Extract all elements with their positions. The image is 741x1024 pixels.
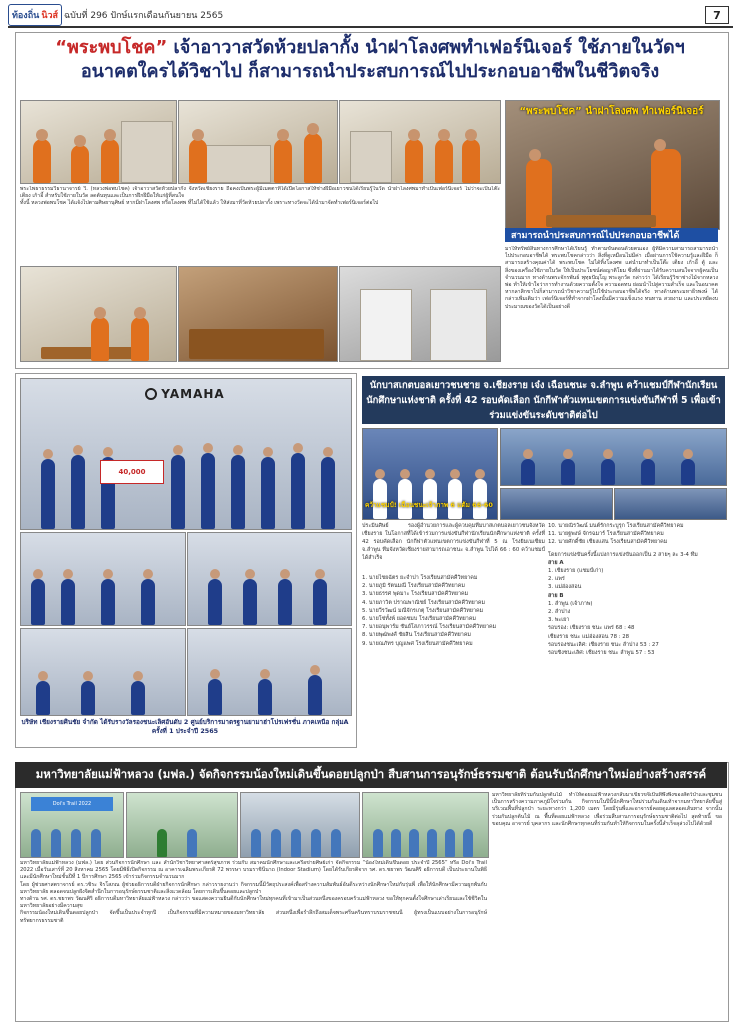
story1-caption-top: พระโพธาธรรมวิธานาจารย์ วิ. (หลวงพ่อพบโชค) เจ้าอาวาสวัดห้วยปลากั้ง จังหวัดเชียงราย ถือคงเป็นพระผู้มีเมตตาที่ได้เปิดโอกาสให้ช่างฝีมือเยาวชนได้เรียนรู้ในวัด นำฝาโลงศพมาทำเป็นเฟอร์นิเจอร์ ไม่ว่าจะเป็นโต๊ะ เตียง เก้าอี้ สำหรับใช้ภายในวัด ลดต้นทุนและเป็นการฝึกฝีมือให้แก่ผู้ที่สนใจ ทั้งนี้ หลวงพ่อพบโชค ได้แจ้งไปตามศิษยานุศิษย์ หากมีฝาโลงศพ หรือโลงศพ ที่ไม่ได้ใช้แล้ว ให้ส่งมาที่วัดห้วยปลากั้ง เพราะทางวัดจะได้นำมาจัดทำเฟอร์นิเจอร์ต่อไป [20, 186, 500, 207]
story1-headline: “พระพบโชค” เจ้าอาวาสวัดห้วยปลากั้ง นำฝาโลงศพทำเฟอร์นิเจอร์ ใช้ภายในวัดฯ อนาคตใครได้วิชาไป ก็สามารถนำประสบการณ์ไปประกอบอาชีพในชีวิตจริง [55, 37, 685, 82]
player-list-a: 1. นายไชยฉัตร ยะจำปา โรงเรียนสามัคคีวิทยาคม 2. นายภูมิ รัตนมณี โรงเรียนสามัคคีวิทยาคม 3. นายธรรศ พุดมาะ โรงเรียนสามัคคีวิทยาคม 4. นายภาวิต ปราณพาณิชย์ โรงเรียนสามัคคีวิทยาคม 5. นายวีรวัฒน์ มณีจักรเกตุ โรงเรียนสามัคคีวิทยาคม 6. นายโซ่ทั้งพ์ ยอดชมบ โรงเรียนสามัคคีวิทยาคม 7. นายอนุพาร์ม ชันย์โสภาวรรณ์ โรงเรียนสามัคคีวิทยาคม 8. นายพุฒิพงศ์ ชัยสิน โรงเรียนสามัคคีวิทยาคม 9. นายณภัทร บุญแพศ โรงเรียนสามัคคีวิทยาคม [362, 575, 497, 647]
monk-photo-2 [178, 100, 338, 184]
player-list-b: 10. นายณิรวัฒน์ มนต์รักกระบูรุก โรงเรียนสามัคคีวิทยาคม 11. นายฐพงษ์ จักรฉมาร์ โรงเรียนสามัคคีวิทยาคม 12. นายศักดิ์ชัย เชียงแสน โรงเรียนสามัคคีวิทยาคม โดยการแข่งขันครั้งนี้แบ่งการแข่งขันออกเป็น 2 สายๆ ละ 3-4 ทีม สาย A 1. เชียงราย (แชมป์เก่า) 2. แพร่ 3. แม่ฮ่องสอน สาย B 1. ลำพูน (เจ้าภาพ) 2. ลำปาง 3. พะเยา รอบรอง: เชียงราย ชนะ แพร่ 68 : 48 เชียงราย ชนะ แม่ฮ่องสอน 78 : 28 รอบรองชนะเลิศ: เชียงราย ชนะ ลำปาง 53 : 27 รอบชิงชนะเลิศ: เชียงราย ชนะ ลำพูน 57 : 53 [548, 523, 698, 657]
yamaha-photo-4 [20, 628, 186, 716]
story4-right-column: มหาวิทยาลัยที่ร่วมกันปลูกต้นไม้ ทำให้ดอยแม่ฟ้าหลวงกลับมาเขียวขจีเป็นที่พึ่งพิงของสัตว์ป่าและชุมชน เป็นการสร้างความภาคภูมิใจร่วมกัน กิจกรรมในปีนี้นักศึกษาใหม่ร่วมกันเดินเท้าจากมหาวิทยาลัยขึ้นสู่บริเวณพื้นที่ปลูกป่า ระยะทางกว่า 1,200 เมตร โดยมีรุ่นพี่และอาจารย์คอยดูแลตลอดเส้นทาง จากนั้นร่วมกันปลูกต้นไม้ ณ พื้นที่ดอยแม่ฟ้าหลวง เพื่อร่วมสืบสานการอนุรักษ์ธรรมชาติต่อไป สุดท้ายนี้ ขอขอบคุณ อาจารย์ บุคลากร และนักศึกษาทุกคนที่ร่วมกันทำให้กิจกรรมในครั้งนี้สำเร็จลุล่วงไปได้ด้วยดี [492, 792, 722, 827]
mfu-photo-1 [20, 792, 124, 858]
story3-intro: ประมิ่นศิษย์ รองผู้อำนวยการและผู้ควบคุมทีมบาสเกตบอลเยาวชนจังหวัดเชียงราย ในโอกาสที่ได้เข้าร่วมการแข่งขันกีฬานักเรียนนักศึกษาแห่งชาติ ครั้งที่ 42 รอบคัดเลือก นักกีฬาตัวแทนเขตการแข่งขันกีฬาที่ 5 ณ โรงยิมเนเซียม จ.ลำพูน ทีมจังหวัดเชียงรายสามารถเอาชนะ จ.ลำพูน ไปได้ 66 : 60 คว้าแชมป์ได้สำเร็จ [362, 523, 545, 561]
yamaha-photo-3 [187, 532, 352, 626]
monk-photo-5 [178, 266, 338, 362]
monk-photo-3 [339, 100, 501, 184]
photo-caption-bar: สามารถนำประสบการณ์ไปประกอบอาชีพได้ [505, 228, 718, 242]
monk-photo-6 [339, 266, 501, 362]
story4-body: มหาวิทยาลัยแม่ฟ้าหลวง (มฟล.) โดย ส่วนกิจการนักศึกษา และ สำนักวิชาวิทยาศาสตร์สุขภาพ ร่วมกับ สมาคมนักศึกษาและเครือข่ายศิษย์เก่า จัดกิจกรรม “น้องใหม่เดินขึ้นดอย ประจำปี 2565” หรือ Doi's Trail 2022 เมื่อวันเสาร์ที่ 20 สิงหาคม 2565 โดยมีพิธีเปิดกิจกรรม ณ อาคารเฉลิมพระเกียรติ 72 พรรษา บรมราชินีนาถ (Indoor Stadium) โดยได้รับเกียรติจาก รศ. ดร.ชยาพร วัฒนศิริ อธิการบดี เป็นประธานในพิธี และมีนักศึกษาใหม่ชั้นปีที่ 1 ปีการศึกษา 2565 เข้าร่วมกิจกรรมจำนวนมาก โดย ผู้ช่วยศาสตราจารย์ ดร.วชิระ จิรโสภณ ผู้ช่วยอธิการบดีฝ่ายกิจการนักศึกษา กล่าวรายงานว่า กิจกรรมนี้มีวัตถุประสงค์เพื่อสร้างความสัมพันธ์อันดีระหว่างนักศึกษาใหม่กับรุ่นพี่ เพื่อให้นักศึกษามีความผูกพันกับมหาวิทยาลัย ตลอดจนปลูกฝังจิตสำนึกในการอนุรักษ์ธรรมชาติและสิ่งแวดล้อม โดยการเดินขึ้นดอยและปลูกป่า ทางด้าน รศ. ดร.ชยาพร วัฒนศิริ อธิการบดีมหาวิทยาลัยแม่ฟ้าหลวง กล่าวว่า ขอแสดงความยินดีกับนักศึกษาใหม่ทุกคนที่เข้ามาเป็นส่วนหนึ่งของครอบครัวแม่ฟ้าหลวง ขอให้ทุกคนตั้งใจศึกษาเล่าเรียนและใช้ชีวิตในมหาวิทยาลัยอย่างมีความสุข กิจกรรมน้องใหม่เดินขึ้นดอยปลูกป่า จัดขึ้นเป็นประจำทุกปี เป็นกิจกรรมที่มีความหมายของมหาวิทยาลัย ส่วนหนึ่งเพื่อรำลึกถึงสมเด็จพระศรีนครินทราบรมราชชนนี ผู้ทรงเป็นแบบอย่างในการอนุรักษ์ทรัพยากรธรรมชาติ [20, 860, 487, 924]
monk-photo-1 [20, 100, 177, 184]
story1-column-text: มาให้ทรัพย์สินทางการศึกษาได้เรียนรู้ ทำตามขั้นตอนด้วยตนเอง ผู้ที่มีความสามารถสามารถนำไปประกอบอาชีพได้ พระพบโชคกล่าวว่า สิ่งที่ดูเหมือนไม่มีค่า เมื่อผ่านการใช้ความรู้และฝีมือ ก็สามารถสร้างคุณค่าได้ พระพบโชค ไม่ได้ทิ้งโลงศพ แต่นำมาทำเป็นโต๊ะ เตียง เก้าอี้ ตู้ และสิ่งของเครื่องใช้ภายในวัด ให้เป็นประโยชน์ต่อญาติโยม ซึ่งที่ผ่านมาได้รับความสนใจจากผู้คนเป็นจำนวนมาก ทางด้านพระจักรพันธ์ พุทฺธปัญฺโญ พระลูกวัด กล่าวว่า ได้เรียนรู้วิชาช่างไม้จากหลวงพ่อ ทำให้เข้าใจว่าการทำงานด้วยความตั้งใจ ความอดทน ย่อมนำไปสู่ความสำเร็จ และในอนาคตหากลาสิกขาไปก็สามารถนำวิชาความรู้ไปใช้ประกอบอาชีพได้จริง ทางด้านพระมหาธีรพงษ์ ได้กล่าวเพิ่มเติมว่า เฟอร์นิเจอร์ที่ทำจากฝาโลงนั้นมีความแข็งแรง ทนทาน สวยงาม และประหยัดงบประมาณของวัดได้เป็นอย่างดี [505, 246, 718, 310]
award-cheque: 40,000 [100, 460, 164, 484]
mfu-photo-3 [240, 792, 360, 858]
photo-overlay-title: “พระพบโชค” นำฝาโลงศพ ทำเฟอร์นิเจอร์ [519, 106, 704, 117]
yamaha-photo-5 [187, 628, 352, 716]
page-number: 7 [705, 6, 729, 24]
story3-headline: นักบาสเกตบอลเยาวชนชาย จ.เชียงราย เจ๋ง เฉือนชนะ จ.ลำพูน คว้าแชมป์กีฬานักเรียนนักศึกษาแห่งชาติ ครั้งที่ 42 รอบคัดเลือก นักกีฬาตัวแทนเขตการแข่งขันกีฬาที่ 5 เพื่อเข้าร่วมแข่งขันระดับชาติต่อไป [362, 376, 725, 424]
mfu-photo-2 [126, 792, 238, 858]
basketball-court-photo-2 [500, 488, 613, 520]
yamaha-sign: YAMAHA [130, 386, 240, 402]
yamaha-caption: บริษัท เชียงรายศินชัย จำกัด ได้รับรางวัลรองชนะเลิศอันดับ 2 ศูนย์บริการมาตรฐานยามาฮ่าโปรเฟรชั่น ภาคเหนือ กลุ่มA ครั้งที่ 1 ประจำปี 2565 [21, 718, 349, 735]
yamaha-photo-2 [20, 532, 186, 626]
page-header [0, 0, 741, 28]
basketball-court-photo-3 [614, 488, 727, 520]
issue-info: ฉบับที่ 296 ปักษ์แรกเดือนกันยายน 2565 [64, 11, 224, 21]
story4-headline: มหาวิทยาลัยแม่ฟ้าหลวง (มฟล.) จัดกิจกรรมน้องใหม่เดินขึ้นดอยปลูกป่า สืบสานการอนุรักษ์ธรรมชาติ ต้อนรับนักศึกษาใหม่อย่างสร้างสรรค์ [15, 762, 727, 788]
team-photo-caption: คว้าแชมป์! เฉือนชนะเจ้าภาพ 6 แต้ม 66-60 [365, 501, 493, 509]
monk-photo-main [505, 100, 720, 230]
newspaper-logo: ท้องถิ่น นิวส์ [8, 4, 62, 26]
event-banner: Doi's Trail 2022 [31, 797, 113, 811]
monk-photo-4 [20, 266, 177, 362]
basketball-court-photo-1 [500, 428, 727, 486]
header-rule [8, 26, 733, 28]
mfu-photo-4 [362, 792, 489, 858]
